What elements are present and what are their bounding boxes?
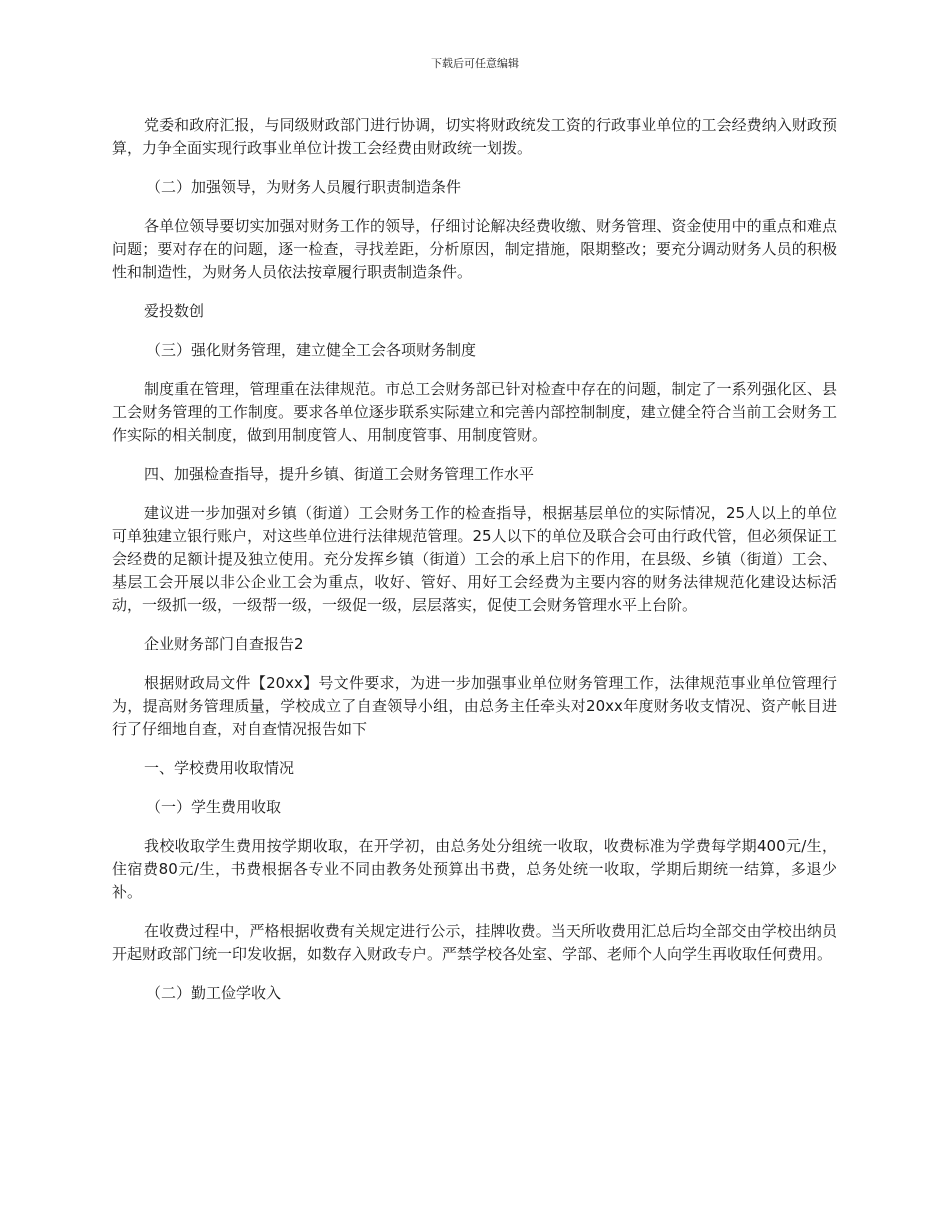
paragraph-inspection-guidance: 建议进一步加强对乡镇（街道）工会财务工作的检查指导，根据基层单位的实际情况，25人以上的单位可单独建立银行账户，对这些单位进行法律规范管理。25人以下的单位及联合会可由行政代管，但必须保证工会经费的足额计提及独立使用。充分发挥乡镇（街道）工会的承上启下的作用，在县级、乡镇（街道）工会、基层工会开展以非公企业工会为重点，收好、管好、用好工会经费为主要内容的财务法律规范化建设达标活动，一级抓一级，一级帮一级，一级促一级，层层落实，促使工会财务管理水平上台阶。 [112, 504, 837, 614]
paragraph-fee-process: 在收费过程中，严格根据收费有关规定进行公示，挂牌收费。当天所收费用汇总后均全部交由学校出纳员开起财政部门统一印发收据，如数存入财政专户。严禁学校各处室、学部、老师个人向学生再收取任何费用。 [112, 922, 837, 963]
page-header: 下载后可任意编辑 [431, 57, 519, 70]
paragraph-short-note: 爱投数创 [144, 302, 205, 320]
report-title-2: 企业财务部门自查报告2 [144, 635, 304, 653]
paragraph-leadership: 各单位领导要切实加强对财务工作的领导，仔细讨论解决经费收缴、财务管理、资金使用中的重点和难点问题；要对存在的问题，逐一检查，寻找差距，分析原因，制定措施，限期整改；要充分调动财务人员的积极性和制造性，为财务人员依法按章履行职责制造条件。 [112, 217, 837, 281]
section-heading-inspection-guidance: 四、加强检查指导，提升乡镇、街道工会财务管理工作水平 [144, 465, 535, 483]
section-heading-fee-collection: 一、学校费用收取情况 [144, 759, 295, 777]
subsection-heading-student-fees: （一）学生费用收取 [146, 798, 282, 816]
paragraph-system-management: 制度重在管理，管理重在法律规范。市总工会财务部已针对检查中存在的问题，制定了一系列强化区、县工会财务管理的工作制度。要求各单位逐步联系实际建立和完善内部控制制度，建立健全符合当前工会财务工作实际的相关制度，做到用制度管人、用制度管事、用制度管财。 [112, 380, 837, 444]
section-heading-financial-management: （三）强化财务管理，建立健全工会各项财务制度 [146, 341, 477, 359]
section-heading-strengthen-leadership: （二）加强领导，为财务人员履行职责制造条件 [146, 178, 462, 196]
paragraph-report-intro: 根据财政局文件【20xx】号文件要求，为进一步加强事业单位财务管理工作，法律规范事业单位管理行为，提高财务管理质量，学校成立了自查领导小组，由总务主任牵头对20xx年度财务收支情况、资产帐目进行了仔细地自查，对自查情况报告如下 [112, 674, 837, 738]
document-body [112, 114, 837, 1021]
subsection-heading-work-study-income: （二）勤工俭学收入 [146, 984, 282, 1002]
paragraph-budget-coordination: 党委和政府汇报，与同级财政部门进行协调，切实将财政统发工资的行政事业单位的工会经费纳入财政预算，力争全面实现行政事业单位计拨工会经费由财政统一划拨。 [112, 116, 837, 157]
paragraph-student-fees: 我校收取学生费用按学期收取，在开学初，由总务处分组统一收取，收费标准为学费每学期400元/生，住宿费80元/生，书费根据各专业不同由教务处预算出书费，总务处统一收取，学期后期统一结算，多退少补。 [112, 837, 837, 901]
